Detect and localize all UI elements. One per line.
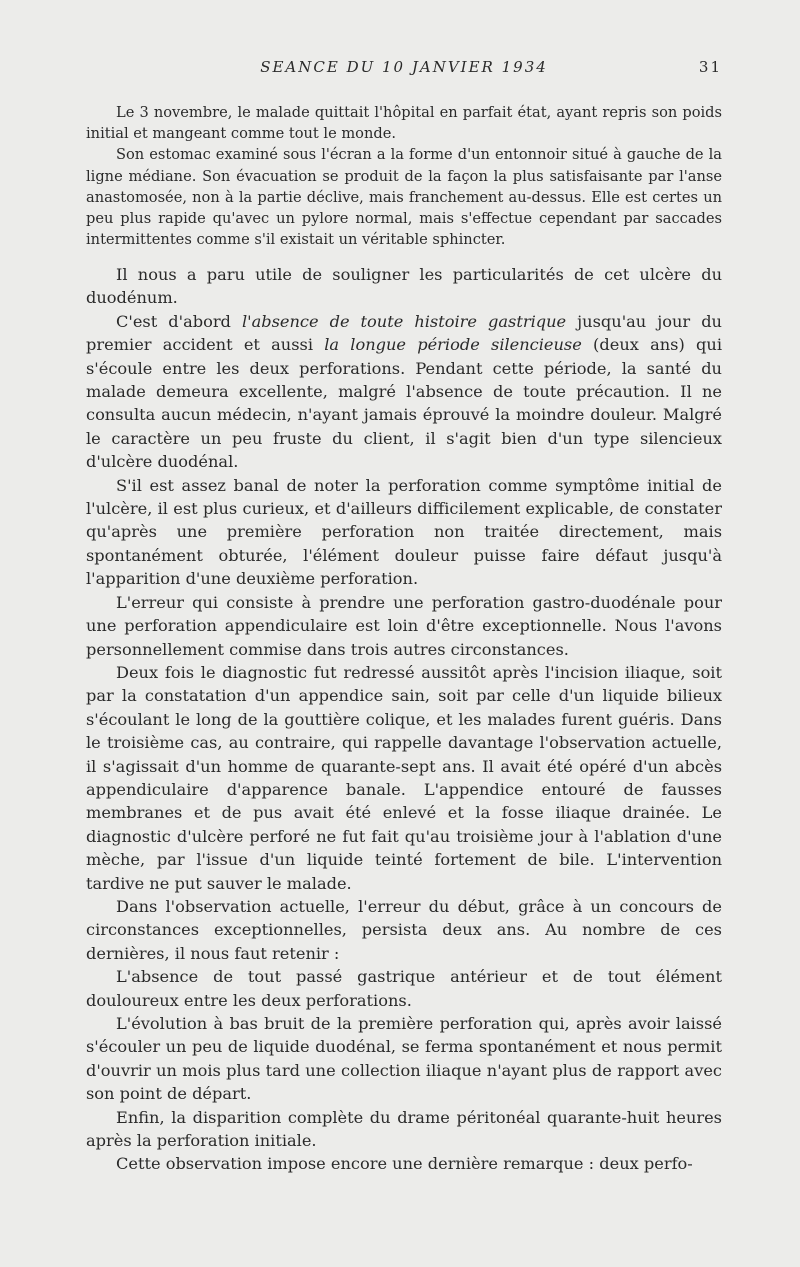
paragraph: L'absence de tout passé gastrique antérieur et de tout élément douloureux entre les deux perforations. <box>86 967 722 1010</box>
paragraph: Cette observation impose encore une dernière remarque : deux perfo- <box>116 1154 693 1174</box>
paragraph <box>86 310 722 474</box>
text-run: (deux ans) qui s'écoule entre les deux perforations. Pendant cette période, la santé du malade demeura excellente, malgré l'absence de toute précaution. Il ne consulta aucun médecin, n'ayant jamais éprouvé la moindre douleur. Malgré le caractère un peu fruste du client, il s'agit bien d'un type silencieux d'ulcère duodénal. <box>86 335 722 472</box>
text-run: C'est d'abord <box>116 311 242 331</box>
case-report-small-text <box>86 102 722 250</box>
paragraph: Il nous a paru utile de souligner les particularités de cet ulcère du duodénum. <box>86 265 722 308</box>
paragraph: L'évolution à bas bruit de la première perforation qui, après avoir laissé s'écouler un peu de liquide duodénal, se ferma spontanément et nous permit d'ouvrir un mois plus tard une collection iliaque n'ayant plus de rapport avec son point de départ. <box>86 1014 722 1104</box>
paragraph: Deux fois le diagnostic fut redressé aussitôt après l'incision iliaque, soit par la constatation d'un appendice sain, soit par celle d'un liquide bilieux s'écoulant le long de la gouttière colique, et les malades furent guéris. Dans le troisième cas, au contraire, qui rappelle davantage l'observation actuelle, il s'agissait d'un homme de quarante-sept ans. Il avait été opéré d'un abcès appendiculaire d'apparence banale. L'appendice entouré de fausses membranes et de pus avait été enlevé et la fosse iliaque drainée. Le diagnostic d'ulcère perforé ne fut fait qu'au troisième jour à l'ablation d'une mèche, par l'issue d'un liquide teinté fortement de bile. L'intervention tardive ne put sauver le malade. <box>86 662 722 893</box>
italic-phrase: l'absence de toute histoire gastrique <box>241 311 567 331</box>
text-run: jusqu'au jour du premier accident et aussi <box>86 311 722 355</box>
discussion-body <box>86 263 722 1176</box>
paragraph: L'erreur qui consiste à prendre une perforation gastro-duodénale pour une perforation appendiculaire est loin d'être exceptionnelle. Nous l'avons personnellement commise dans trois autres circonstances. <box>86 592 722 659</box>
paragraph: Son estomac examiné sous l'écran a la forme d'un entonnoir situé à gauche de la ligne médiane. Son évacuation se produit de la façon la plus satisfaisante par l'anse anastomosée, non à la partie déclive, mais franchement au-dessus. Elle est certes un peu plus rapide qu'avec un pylore normal, mais s'effectue cependant par saccades intermittentes comme s'il existait un véritable sphincter. <box>86 146 722 249</box>
paragraph: Enfin, la disparition complète du drame péritonéal quarante-huit heures après la perforation initiale. <box>86 1107 722 1151</box>
page-header <box>86 58 722 84</box>
paragraph: Dans l'observation actuelle, l'erreur du début, grâce à un concours de circonstances exceptionnelles, persista deux ans. Au nombre de ces dernières, il nous faut retenir : <box>86 896 722 963</box>
italic-phrase: la longue période silencieuse <box>324 335 582 355</box>
paragraph: S'il est assez banal de noter la perforation comme symptôme initial de l'ulcère, il est plus curieux, et d'ailleurs difficilement explicable, de constater qu'après une première perforation non traitée directement, mais spontanément obturée, l'élément douleur puisse faire défaut jusqu'à l'apparition d'une deuxième perforation. <box>86 475 722 589</box>
page-number: 31 <box>698 58 722 76</box>
running-title: SEANCE DU 10 JANVIER 1934 <box>260 58 548 76</box>
paragraph: Le 3 novembre, le malade quittait l'hôpital en parfait état, ayant repris son poids initial et mangeant comme tout le monde. <box>86 104 722 143</box>
